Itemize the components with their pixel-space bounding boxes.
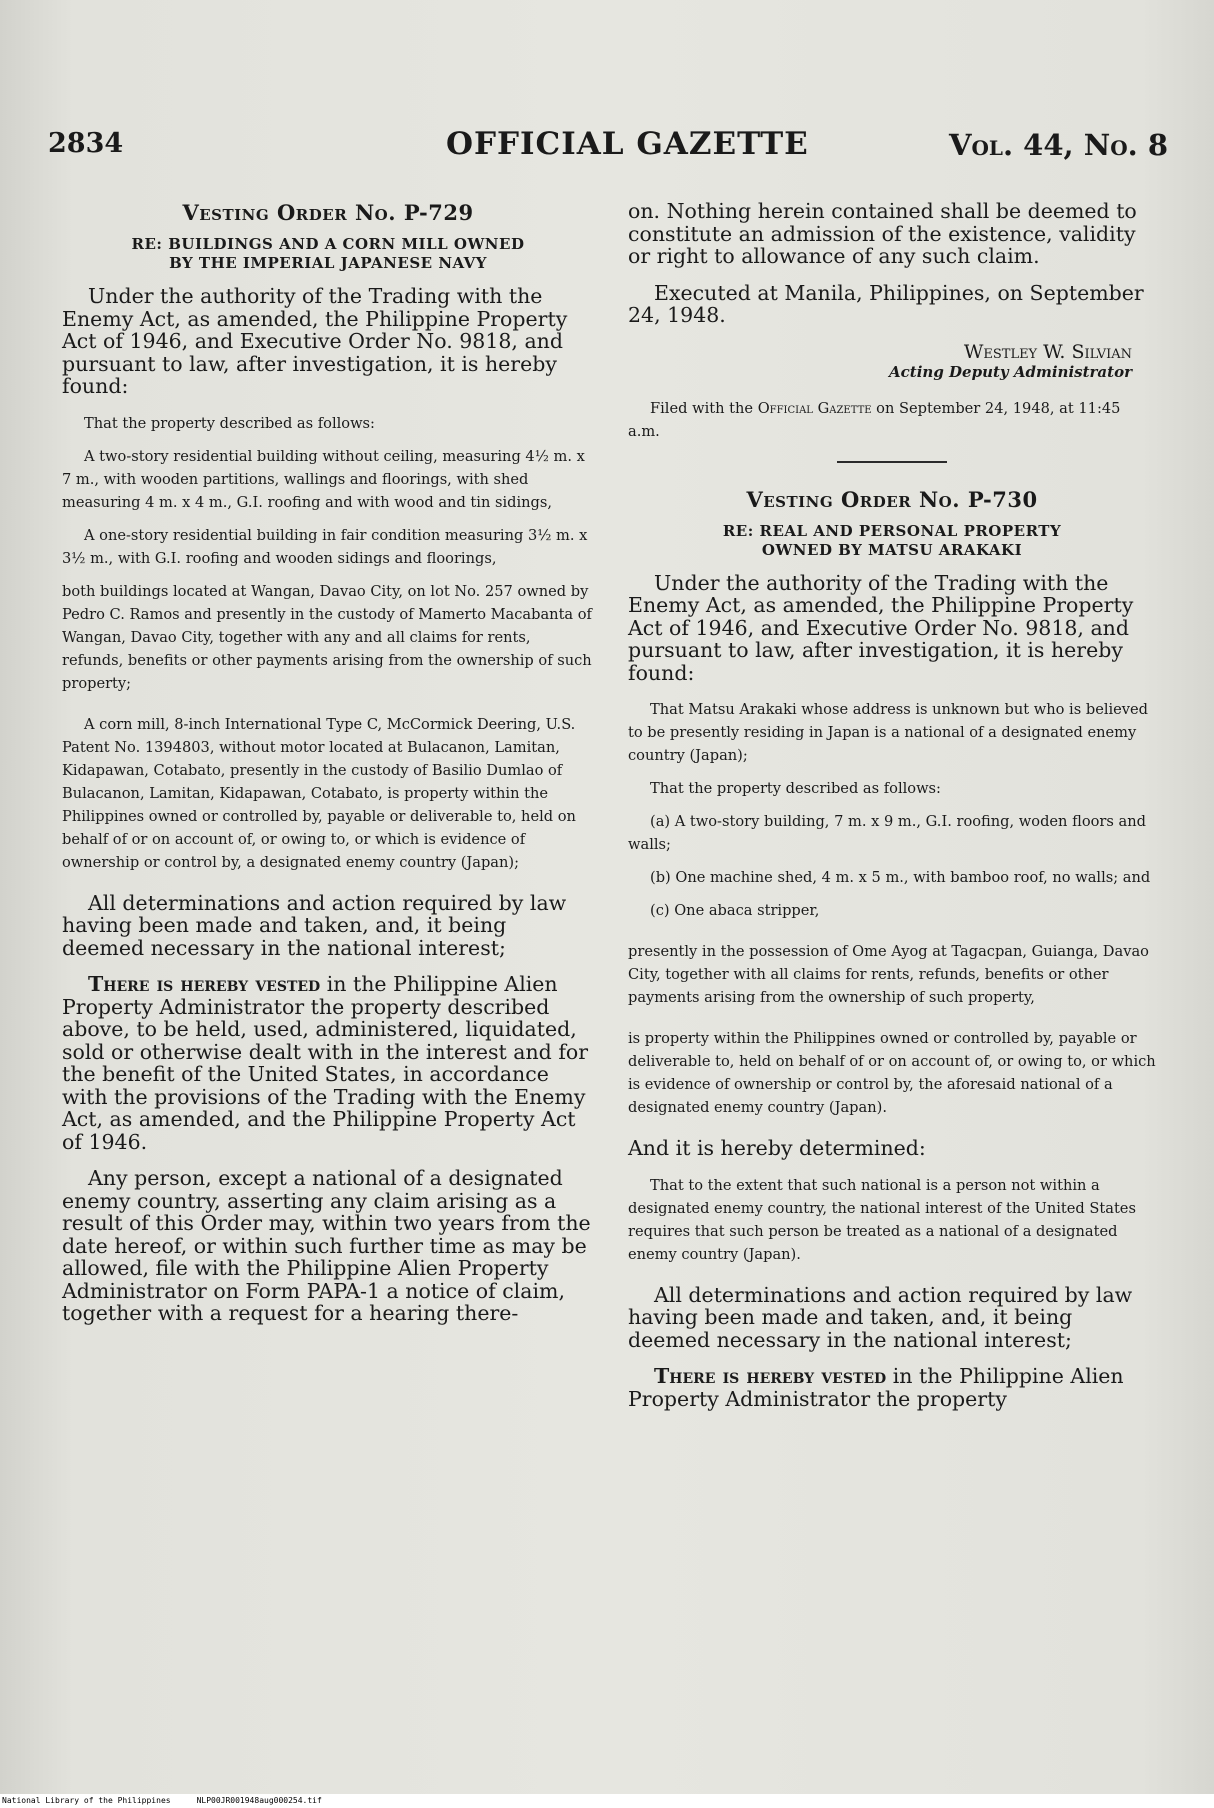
paragraph: A one-story residential building in fair condition measuring 3½ m. x 3½ m., with G.I. roofing and wooden sidings and floorings, xyxy=(62,526,588,567)
paragraph: (b) One machine shed, 4 m. x 5 m., with bamboo roof, no walls; and xyxy=(650,869,1151,886)
filing-note xyxy=(628,397,1156,443)
order-subject-line: OWNED BY MATSU ARAKAKI xyxy=(761,540,1023,559)
section-divider xyxy=(837,461,947,463)
order-subject-line: BY THE IMPERIAL JAPANESE NAVY xyxy=(169,254,487,272)
paragraph: And it is hereby determined: xyxy=(628,1136,926,1160)
paragraph: A corn mill, 8-inch International Type C, McCormick Deering, U.S. Patent No. 1394803, without motor located at Bulacanon, Lamitan, Kidapawan, Cotabato, presently in the custody of Basilio Dumlao of Bulacanon, Lamitan, Kidapawan, Cotabato, is property within the Philippines owned or controlled by, payable or deliverable to, held on behalf of or on account of, or owing to, or which is evidence of ownership or control by, a designated enemy country (Japan); xyxy=(62,715,576,871)
scan-footer xyxy=(0,1794,1214,1808)
filing-text: on September 24, 1948, at 11:45 a.m. xyxy=(628,399,1121,440)
paragraph-text: in the Philippine Alien Property Administrator the property xyxy=(628,1364,1124,1411)
signature-block xyxy=(628,341,1132,381)
emphasis: There is hereby vested xyxy=(88,972,321,996)
paragraph: A two-story residential building without ceiling, measuring 4½ m. x 7 m., with wooden partitions, wallings and floorings, with shed measuring 4 m. x 4 m., G.I. roofing and with wood and tin sidings, xyxy=(62,447,585,511)
emphasis: There is hereby vested xyxy=(654,1364,887,1388)
paragraph: presently in the possession of Ome Ayog at Tagacpan, Guianga, Davao City, together with all claims for rents, refunds, benefits or other payments arising from the ownership of such property, xyxy=(628,943,1149,1006)
paragraph: That Matsu Arakaki whose address is unknown but who is believed to be presently residing in Japan is a national of a designated enemy country (Japan); xyxy=(628,701,1149,764)
paragraph xyxy=(628,1365,1156,1410)
right-column xyxy=(628,200,1156,1424)
order-title: Vesting Order No. P-730 xyxy=(746,486,1038,512)
paragraph: That to the extent that such national is a person not within a designated enemy country, the national interest of the United States requires that such person be treated as a national of a designated enemy country (Japan). xyxy=(628,1176,1136,1263)
paragraph: Any person, except a national of a designated enemy country, asserting any claim arising as a result of this Order may, within two years from the date hereof, or within such further time as may be allowed, file with the Philippine Alien Property Administrator on Form PAPA-1 a notice of claim, together with a request for a hearing there- xyxy=(62,1166,591,1325)
order-subject-line: RE: REAL AND PERSONAL PROPERTY xyxy=(722,521,1062,540)
order-subject xyxy=(62,235,594,273)
order-title: Vesting Order No. P-729 xyxy=(182,200,474,225)
library-credit: National Library of the Philippines xyxy=(2,1796,171,1805)
publication-title: OFFICIAL GAZETTE xyxy=(446,126,809,162)
paragraph xyxy=(62,973,594,1153)
filing-text: Filed with the xyxy=(650,399,758,417)
scan-filename: NLP00JR001948aug000254.tif xyxy=(196,1796,322,1805)
paragraph-text: in the Philippine Alien Property Administrator the property described above, to be held, used, administered, liquidated, sold or otherwise dealt with in the interest and for the benefit of the United States, in accordance with the provisions of the Trading with the Enemy Act, as amended, and the Philippine Property Act of 1946. xyxy=(62,972,589,1154)
order-subject xyxy=(628,522,1156,560)
paragraph: Under the authority of the Trading with the Enemy Act, as amended, the Philippine Property Act of 1946, and Executive Order No. 9818, and pursuant to law, after investigation, it is hereby found: xyxy=(628,570,1134,685)
paragraph: All determinations and action required by law having been made and taken, and, it being deemed necessary in the national interest; xyxy=(62,890,567,960)
page-number: 2834 xyxy=(48,128,124,159)
order-subject-line: RE: BUILDINGS AND A CORN MILL OWNED xyxy=(131,235,525,253)
volume-number: Vol. 44, No. 8 xyxy=(948,128,1168,162)
paragraph: Under the authority of the Trading with the Enemy Act, as amended, the Philippine Property Act of 1946, and Executive Order No. 9818, and pursuant to law, after investigation, it is hereby found: xyxy=(62,284,568,398)
paragraph: (a) A two-story building, 7 m. x 9 m., G.I. roofing, woden floors and walls; xyxy=(628,813,1146,853)
paragraph: Executed at Manila, Philippines, on September 24, 1948. xyxy=(628,280,1144,327)
signatory-name: Westley W. Silvian xyxy=(963,340,1132,363)
filing-gazette: Official Gazette xyxy=(757,399,872,417)
paragraph: All determinations and action required by law having been made and taken, and, it being deemed necessary in the national interest; xyxy=(628,1282,1133,1352)
paragraph: That the property described as follows: xyxy=(650,780,941,797)
left-column xyxy=(62,200,594,1339)
paragraph: (c) One abaca stripper, xyxy=(650,902,820,919)
signatory-title: Acting Deputy Administrator xyxy=(889,362,1132,381)
page-header xyxy=(48,128,1168,168)
paragraph: That the property described as follows: xyxy=(84,414,375,432)
paragraph: is property within the Philippines owned or controlled by, payable or deliverable to, held on behalf of or on account of, or owing to, or which is evidence of ownership or control by, the aforesaid national of a designated enemy country (Japan). xyxy=(628,1030,1156,1116)
paragraph: both buildings located at Wangan, Davao City, on lot No. 257 owned by Pedro C. Ramos and presently in the custody of Mamerto Macabanta of Wangan, Davao City, together with any and all claims for rents, refunds, benefits or other payments arising from the ownership of such property; xyxy=(62,582,592,692)
paragraph: on. Nothing herein contained shall be deemed to constitute an admission of the existence, validity or right to allowance of any such claim. xyxy=(628,199,1137,268)
